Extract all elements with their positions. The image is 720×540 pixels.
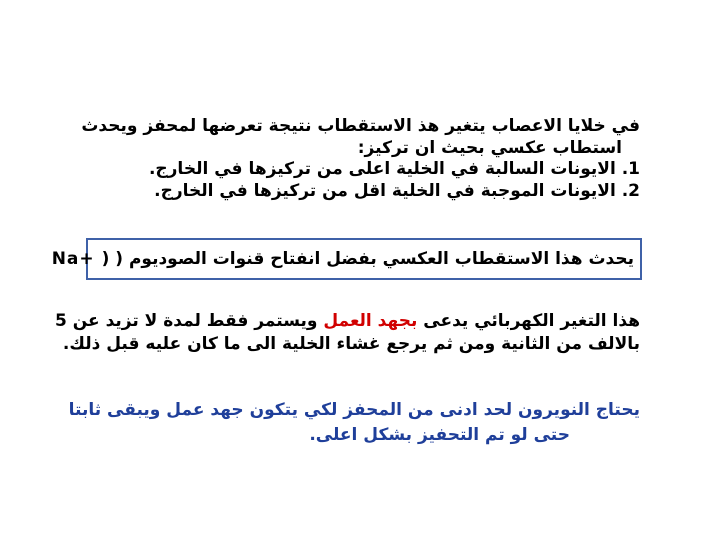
threshold-line-2: حتى لو تم التحفيز بشكل اعلى. [309, 425, 570, 445]
action-potential-term: بجهد العمل [323, 311, 418, 331]
intro-paragraph [81, 116, 640, 202]
threshold-paragraph [69, 398, 640, 448]
intro-line-1: في خلايا الاعصاب يتغير هذ الاستقطاب نتيجة تعرضها لمحفز ويحدث [81, 116, 640, 136]
sodium-symbol: Na+ ) [51, 249, 110, 269]
action-potential-paragraph [55, 310, 640, 356]
intro-line-2: استطاب عكسي بحيث ان تركيز: [357, 137, 622, 158]
action-potential-end: ويستمر فقط لمدة لا تزيد عن 5 [55, 311, 318, 331]
positive-ions-item: 2. الايونات الموجبة في الخلية اقل من تركيزها في الخارج. [154, 180, 640, 201]
action-potential-line-1 [55, 310, 640, 333]
action-potential-line-2: بالالف من الثانية ومن ثم يرجع غشاء الخلية الى ما كان عليه قبل ذلك. [62, 334, 640, 354]
sodium-channels-line [52, 248, 634, 270]
threshold-line-1: يحتاج النويرون لحد ادنى من المحفز لكي يتكون جهد عمل ويبقى ثابتا [68, 400, 640, 420]
sodium-channels-text: يحدث هذا الاستقطاب العكسي بفضل انفتاح قنوات الصوديوم ( [115, 249, 634, 269]
action-potential-start: هذا التغير الكهربائي يدعى [423, 311, 640, 331]
negative-ions-item: 1. الايونات السالبة في الخلية اعلى من تركيزها في الخارج. [148, 159, 640, 179]
